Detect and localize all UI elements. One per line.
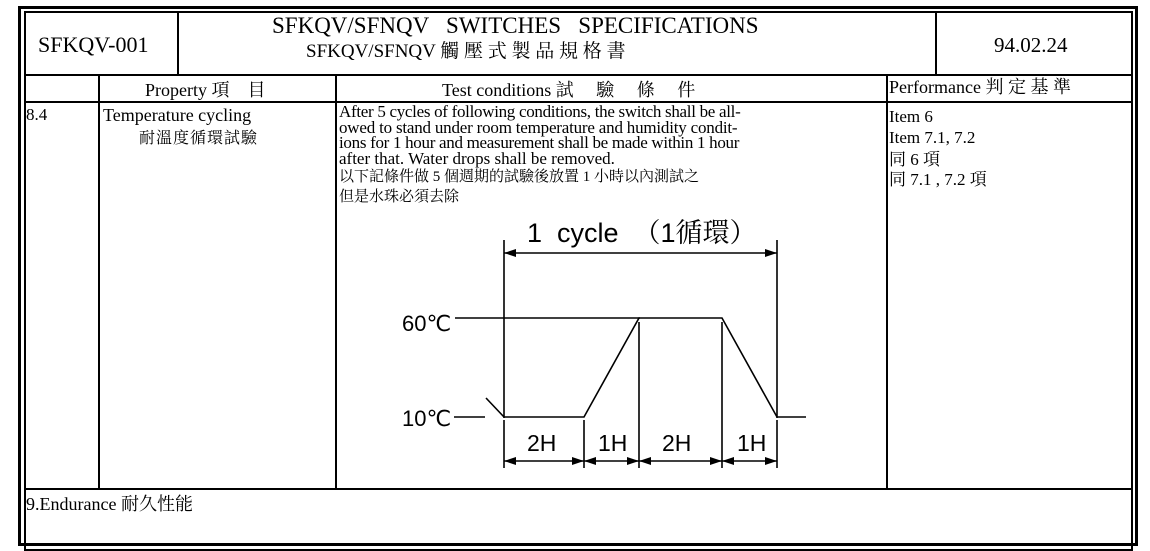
arrow-head	[627, 457, 639, 465]
conditions-line: 但是水珠必須去除	[339, 189, 460, 205]
arrow-head	[710, 457, 722, 465]
high-temp-label: 60℃	[402, 311, 452, 336]
column-header-performance: Performance 判 定 基 準	[889, 77, 1071, 97]
performance-line: 同 6 項	[889, 150, 940, 169]
duration-label: 2H	[662, 430, 692, 456]
low-temp-label: 10℃	[402, 406, 452, 431]
doc-date: 94.02.24	[994, 33, 1068, 57]
performance-line: 同 7.1 , 7.2 項	[889, 170, 987, 189]
title-line-1: SFKQV/SFNQV SWITCHES SPECIFICATIONS	[272, 13, 759, 38]
property-name-zh: 耐溫度循環試驗	[139, 130, 259, 147]
duration-label: 1H	[598, 430, 628, 456]
duration-label: 1H	[737, 430, 767, 456]
column-header-test-conditions: Test conditions 試 驗 條 件	[442, 80, 696, 100]
arrow-head	[504, 457, 516, 465]
conditions-line: ions for 1 hour and measurement shall be made within 1 hour	[339, 133, 740, 152]
conditions-line: after that. Water drops shall be removed.	[339, 148, 615, 168]
temperature-profile-line	[486, 318, 806, 417]
section-endurance: 9.Endurance 耐久性能	[26, 494, 193, 514]
arrow-head	[765, 457, 777, 465]
performance-line: Item 7.1, 7.2	[889, 128, 976, 147]
conditions-line: owed to stand under room temperature and humidity condit-	[339, 117, 738, 137]
item-number: 8.4	[26, 105, 48, 124]
arrow-head	[572, 457, 584, 465]
conditions-line: After 5 cycles of following conditions, the switch shall be all-	[339, 102, 741, 121]
arrow-head	[504, 249, 516, 257]
arrow-head	[639, 457, 651, 465]
performance-line: Item 6	[889, 107, 933, 126]
row-8-bottom-line	[24, 488, 1133, 490]
column-header-property: Property 項 目	[145, 80, 266, 100]
doc-number: SFKQV-001	[38, 32, 149, 57]
cycle-label: 1 cycle （1循環）	[527, 218, 757, 248]
arrow-head	[765, 249, 777, 257]
conditions-line: 以下記條件做 5 個週期的試驗後放置 1 小時以內測試之	[339, 169, 700, 185]
arrow-head	[722, 457, 734, 465]
property-name-en: Temperature cycling	[103, 105, 252, 125]
duration-label: 2H	[527, 430, 557, 456]
title-line-2: SFKQV/SFNQV 觸 壓 式 製 品 規 格 書	[306, 41, 626, 62]
arrow-head	[584, 457, 596, 465]
